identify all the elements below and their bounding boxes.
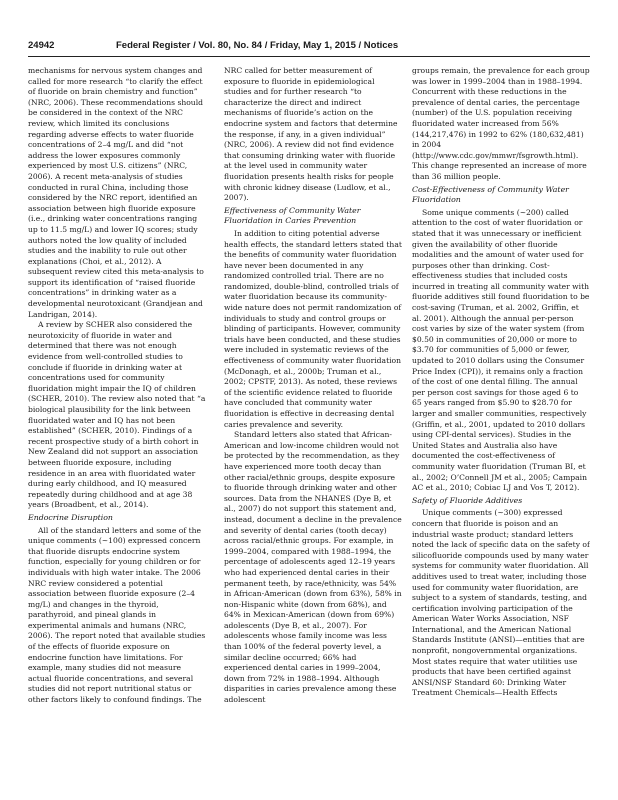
body-paragraph: All of the standard letters and some of the unique comments (~100) expressed concern that fluoride disrupts endocrine system function, especially for young children or for individuals with high water intake. The 2006 NRC review considered a potential association between fluoride exposure (2–4 mg/L) and changes in the thyroid, parathyroid, and pineal glands in experimental animals and humans (NRC, 2006). The report noted that available studies of the effects of fluoride exposure on endocrine function have limitations. For example, many studies did not measure actual fluoride concentrations, and several studies did not report nutritional status or other factors likely to confound findings. The: [28, 525, 206, 705]
body-paragraph: A review by SCHER also considered the neurotoxicity of fluoride in water and determined that there was not enough evidence from well-controlled studies to conclude if fluoride in drinking water at concentrations used for community fluoridation might impair the IQ of children (SCHER, 2010). The review also noted that “a biological plausibility for the link between fluoridated water and IQ has not been established” (SCHER, 2010). Findings of a recent prospective study of a birth cohort in New Zealand did not support an association between fluoride exposure, including residence in an area with fluoridated water during early childhood, and IQ measured repeatedly during childhood and at age 38 years (Broadbent, et al., 2014).: [28, 320, 206, 510]
body-paragraph: Unique comments (~300) expressed concern that fluoride is poison and an industrial waste product; standard letters noted the lack of specific data on the safety of silicofluoride compounds used by many water systems for community water fluoridation. All additives used to treat water, including those used for community water fluoridation, are subject to a system of standards, testing, and certification involving participation of the American Water Works Association, NSF International, and the American National Standards Institute (ANSI)—entities that are nonprofit, nongovernmental organizations. Most states require that water utilities use products that have been certified against ANSI/NSF Standard 60: Drinking Water Treatment Chemicals—Health Effects: [412, 508, 590, 698]
section-heading: Endocrine Disruption: [28, 512, 113, 522]
column-1: [28, 66, 206, 788]
section-heading: Effectiveness of Community Water Fluoridation in Caries Prevention: [224, 205, 361, 226]
page-number: 24942: [28, 40, 55, 51]
body-paragraph: mechanisms for nervous system changes and called for more research “to clarify the effect of fluoride on brain chemistry and function” (NRC, 2006). These recommendations should be considered in the context of the NRC review, which limited its conclusions regarding adverse effects to water fluoride concentrations of 2–4 mg/L and did “not address the lower exposures commonly experienced by most U.S. citizens” (NRC, 2006). A recent meta-analysis of studies conducted in rural China, including those considered by the NRC report, identified an association between high fluoride exposure (i.e., drinking water concentrations ranging up to 11.5 mg/L) and lower IQ scores; study authors noted the low quality of included studies and the inability to rule out other explanations (Choi, et al., 2012). A subsequent review cited this meta-analysis to support its identification of “raised fluoride concentrations” in drinking water as a developmental neurotoxicant (Grandjean and Landrigan, 2014).: [28, 66, 204, 319]
column-2: [224, 66, 402, 788]
section-heading: Cost-Effectiveness of Community Water Fluoridation: [412, 184, 569, 205]
body-paragraph: groups remain, the prevalence for each group was lower in 1999–2004 than in 1988–1994. Concurrent with these reductions in the prevalence of dental caries, the percentage (number) of the U.S. population receiving fluoridated water increased from 56% (144,217,476) in 1992 to 62% (180,632,481) in 2004 (http://www.cdc.gov/mmwr/fsgrowth.html). This change represented an increase of more than 36 million people.: [412, 66, 590, 181]
body-paragraph: NRC called for better measurement of exposure to fluoride in epidemiological studies and for further research “to characterize the direct and indirect mechanisms of fluoride’s action on the endocrine system and factors that determine the response, if any, in a given individual” (NRC, 2006). A review did not find evidence that consuming drinking water with fluoride at the level used in community water fluoridation presents health risks for people with chronic kidney disease (Ludlow, et al., 2007).: [224, 66, 398, 203]
body-paragraph: In addition to citing potential adverse health effects, the standard letters stated that the benefits of community water fluoridation have never been documented in any randomized controlled trial. There are no randomized, double-blind, controlled trials of water fluoridation because its community-wide nature does not permit randomization of individuals to study and control groups or blinding of participants. However, community trials have been conducted, and these studies were included in systematic reviews of the effectiveness of community water fluoridation (McDonagh, et al., 2000b; Truman et al., 2002; CPSTF, 2013). As noted, these reviews of the scientific evidence related to fluoride have concluded that community water fluoridation is effective in decreasing dental caries prevalence and severity.: [224, 228, 402, 429]
column-3: [412, 66, 590, 788]
section-heading: Safety of Fluoride Additives: [412, 495, 523, 505]
header-rule: [28, 56, 590, 57]
page-header: [28, 40, 590, 56]
body-paragraph: Standard letters also stated that African-American and low-income children would not be protected by the recommendation, as they have experienced more tooth decay than other racial/ethnic groups, despite exposure to fluoride through drinking water and other sources. Data from the NHANES (Dye B, et al., 2007) do not support this statement and, instead, document a decline in the prevalence and severity of dental caries (tooth decay) across racial/ethnic groups. For example, in 1999–2004, compared with 1988–1994, the percentage of adolescents aged 12–19 years who had experienced dental caries in their permanent teeth, by race/ethnicity, was 54% in African-American (down from 63%), 58% in non-Hispanic white (down from 68%), and 64% in Mexican-American (down from 69%) adolescents (Dye B, et al., 2007). For adolescents whose family income was less than 100% of the federal poverty level, a similar decline occurred; 66% had experienced dental caries in 1999–2004, down from 72% in 1988–1994. Although disparities in caries prevalence among these adolescent: [224, 430, 402, 705]
running-title: Federal Register / Vol. 80, No. 84 / Friday, May 1, 2015 / Notices: [116, 40, 399, 51]
body-paragraph: Some unique comments (~200) called attention to the cost of water fluoridation or stated that it was unnecessary or inefficient given the availability of other fluoride modalities and the amount of water used for purposes other than drinking. Cost-effectiveness studies that included costs incurred in treating all community water with fluoride additives still found fluoridation to be cost-saving (Truman, et al. 2002, Griffin, et al. 2001). Although the annual per-person cost varies by size of the water system (from $0.50 in communities of 20,000 or more to $3.70 for communities of 5,000 or fewer, updated to 2010 dollars using the Consumer Price Index (CPI)), it remains only a fraction of the cost of one dental filling. The annual per person cost savings for those aged 6 to 65 years ranged from $5.90 to $28.70 for larger and smaller communities, respectively (Griffin, et al., 2001, updated to 2010 dollars using CPI-dental services). Studies in the United States and Australia also have documented the cost-effectiveness of community water fluoridation (Truman BI, et al., 2002; O’Connell JM et al., 2005; Campain AC et al., 2010; Cobiac LJ and Vos T, 2012).: [412, 207, 590, 493]
